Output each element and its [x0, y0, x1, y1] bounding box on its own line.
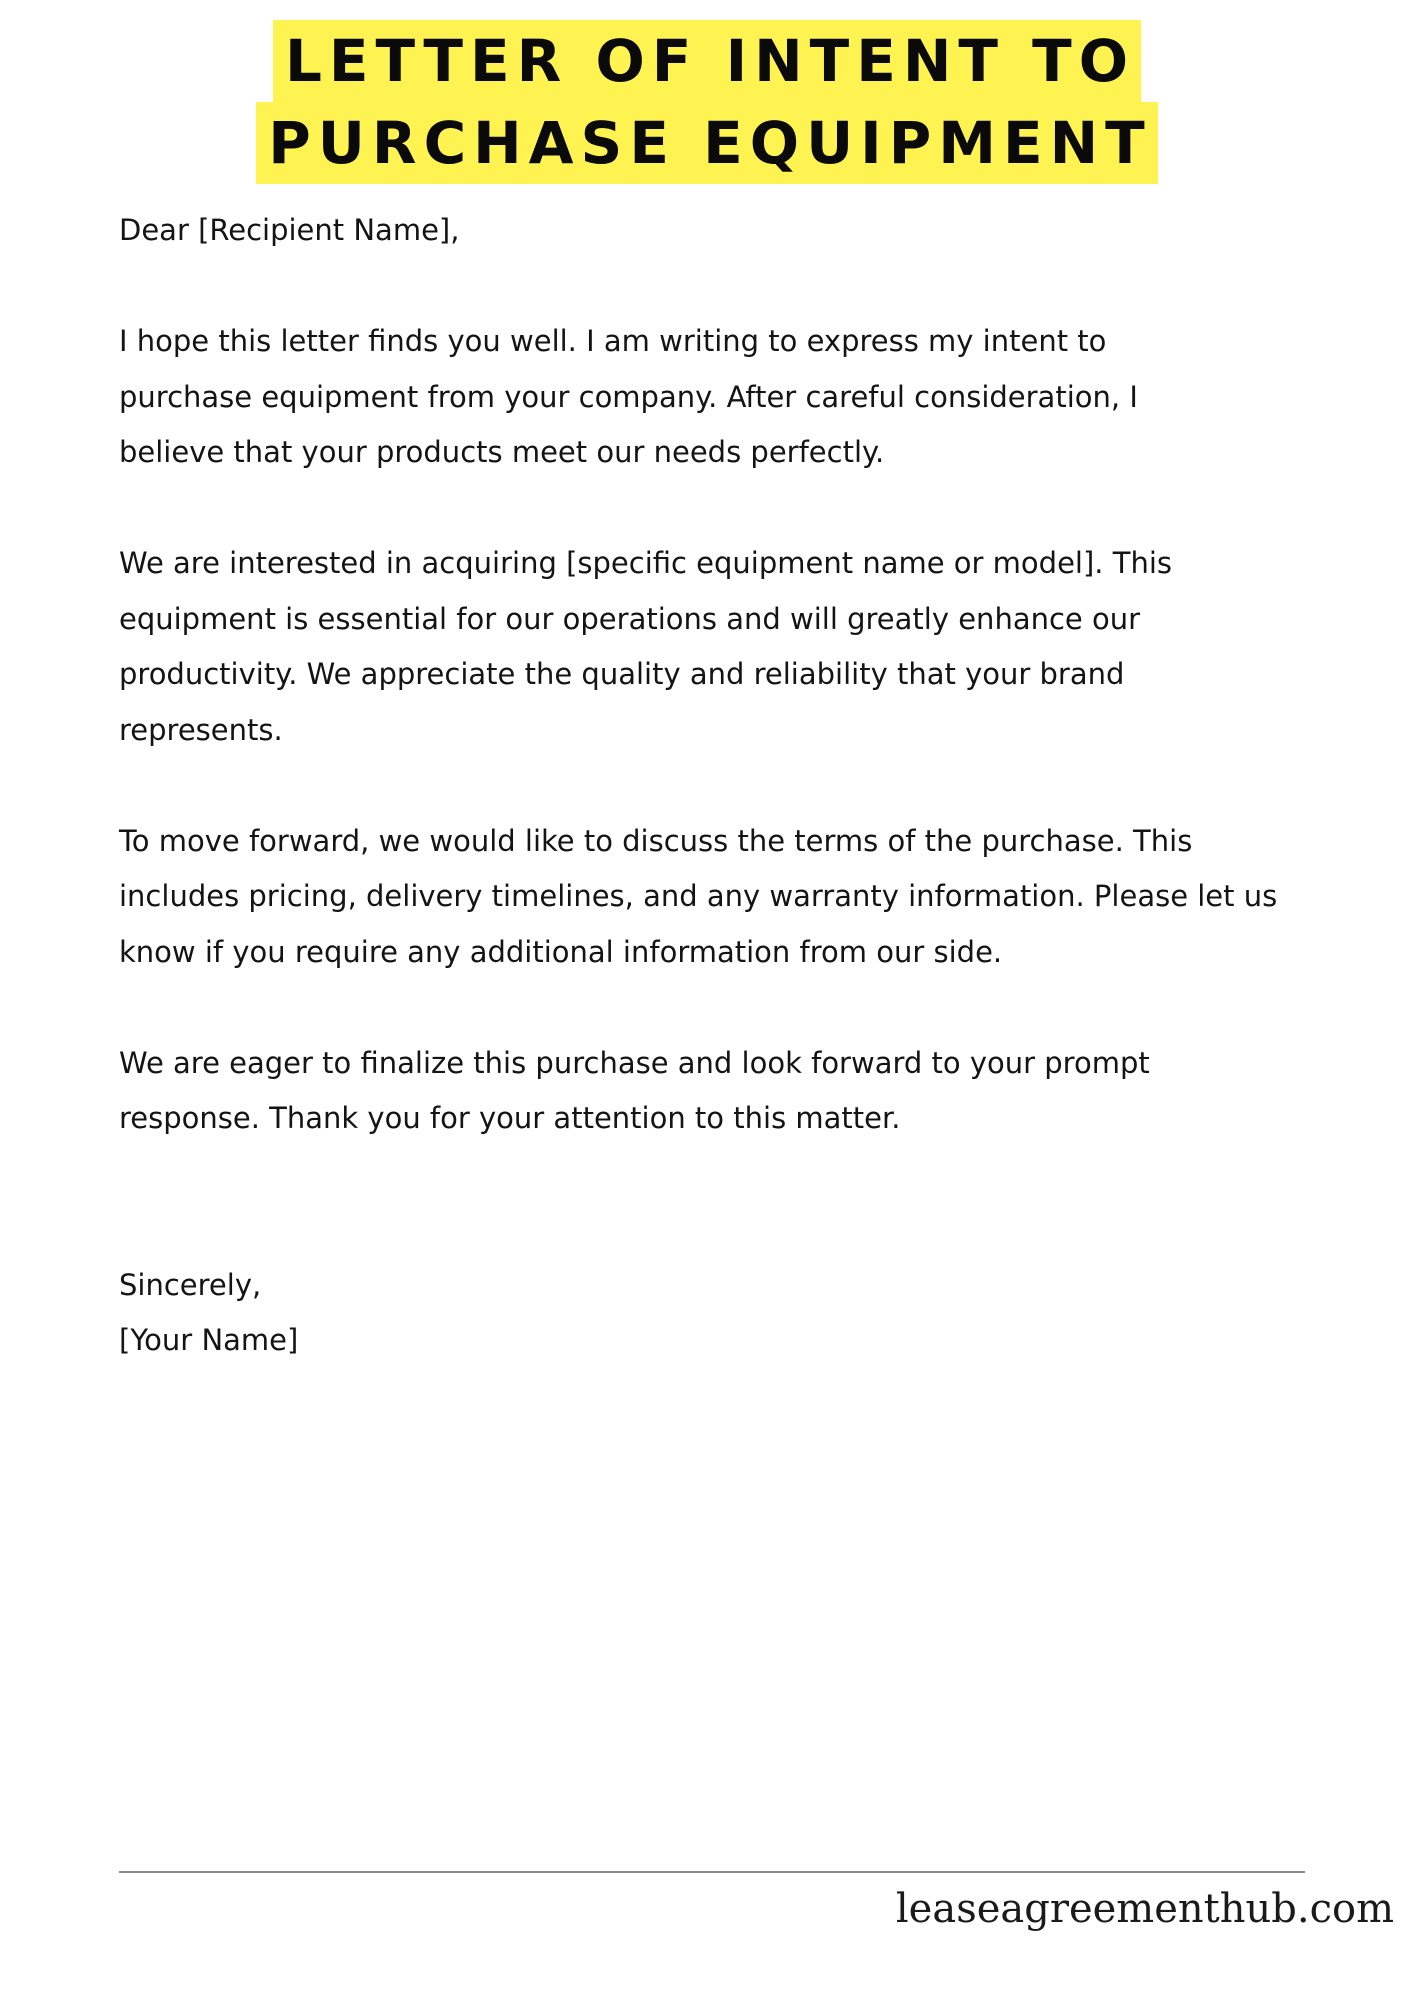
- paragraph-intro: I hope this letter finds you well. I am writing to express my intent to purchase equipment from your company. After careful consideration, I believe that your products meet our needs perfectly.: [119, 324, 1138, 469]
- signature-name: [Your Name]: [119, 1323, 299, 1357]
- footer-divider: [119, 1871, 1305, 1873]
- paragraph-closing: We are eager to finalize this purchase and look forward to your prompt response. Thank you for your attention to this matter.: [119, 1045, 1150, 1135]
- paragraph-terms: To move forward, we would like to discuss the terms of the purchase. This includes pricing, delivery timelines, and any warranty information. Please let us know if you require any additional information from our side.: [119, 823, 1278, 969]
- title-line-2: PURCHASE EQUIPMENT: [256, 102, 1157, 184]
- letter-body: [119, 203, 1319, 1369]
- salutation: Dear [Recipient Name],: [119, 213, 460, 247]
- document-title: [0, 20, 1414, 184]
- closing: Sincerely,: [119, 1267, 262, 1302]
- title-line-1: LETTER OF INTENT TO: [273, 20, 1141, 102]
- paragraph-equipment: We are interested in acquiring [specific equipment name or model]. This equipment is essential for our operations and will greatly enhance our productivity. We appreciate the quality and reliability that your brand represents.: [119, 546, 1172, 747]
- footer-website: leaseagreementhub.com: [895, 1886, 1394, 1932]
